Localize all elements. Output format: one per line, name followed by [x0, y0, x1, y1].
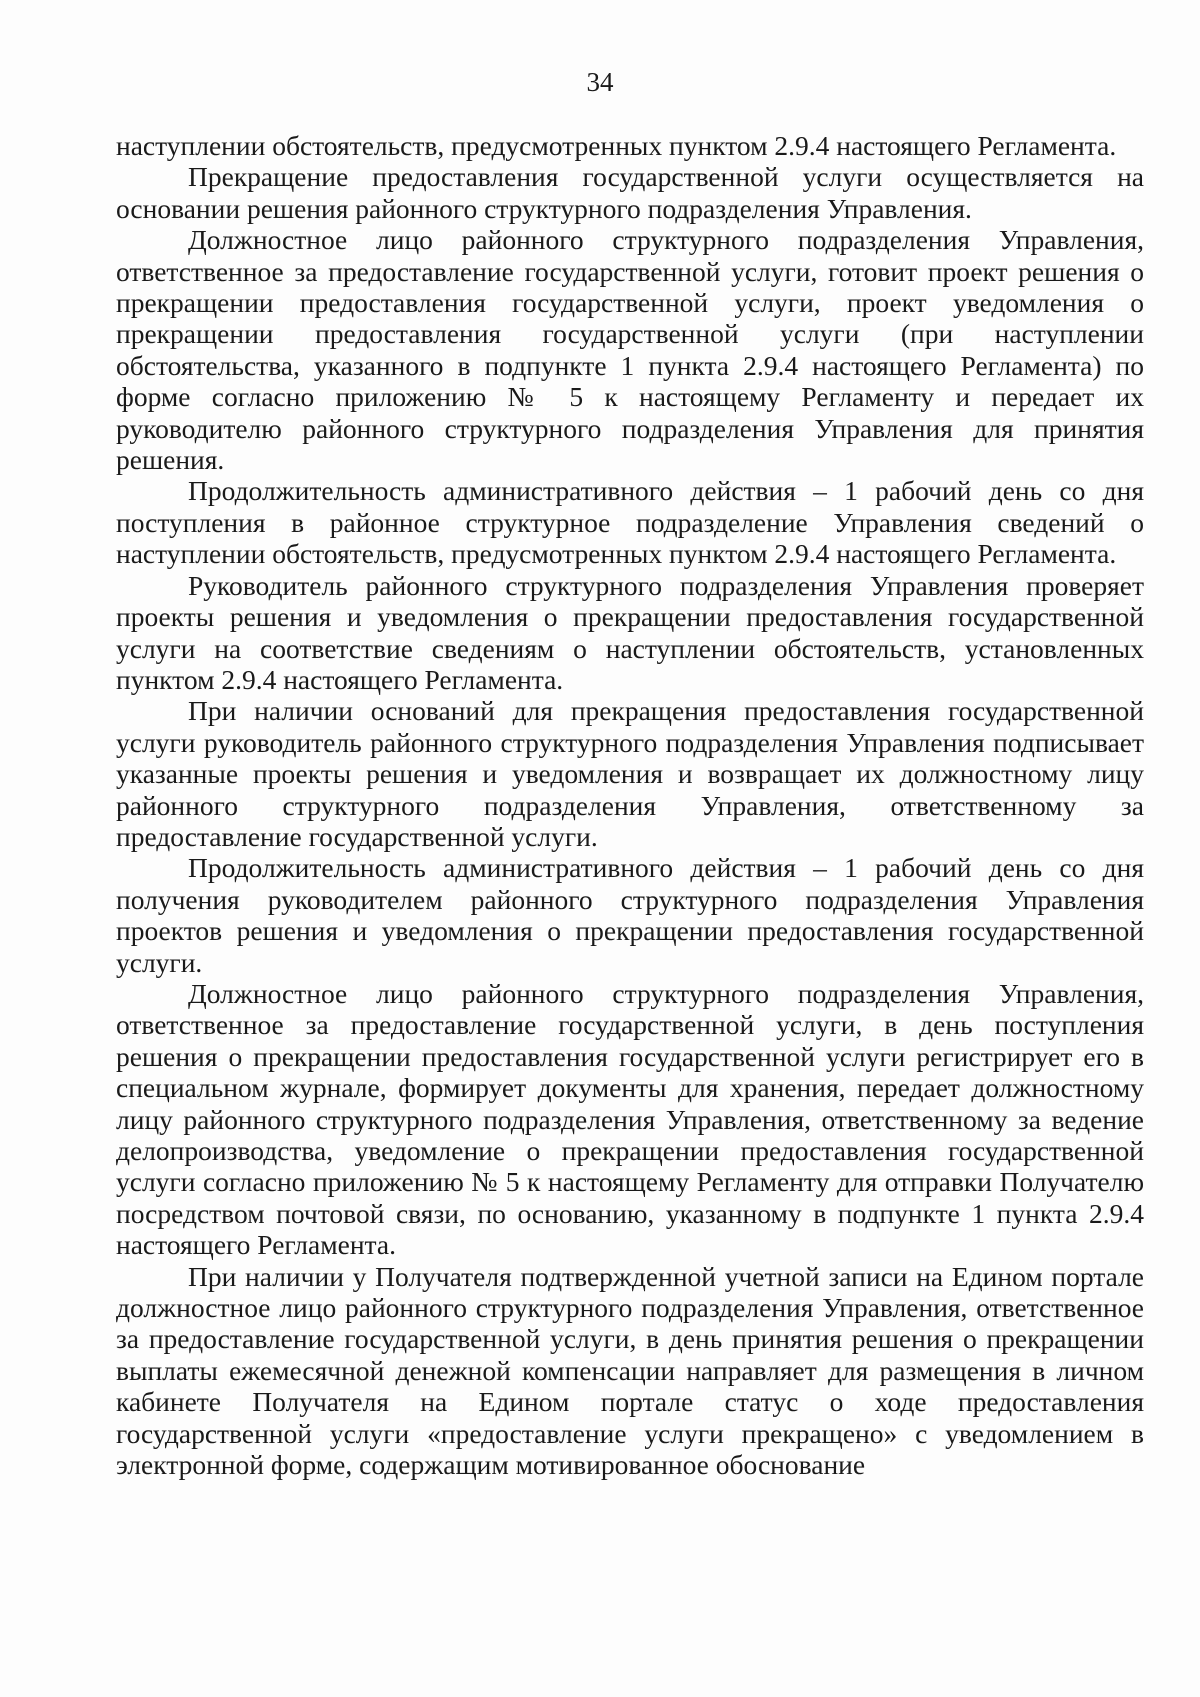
- paragraph: Прекращение предоставления государственной услуги осуществляется на основании решения районного структурного подразделения Управления.: [116, 161, 1144, 224]
- page-number: 34: [586, 67, 614, 97]
- paragraph: При наличии у Получателя подтвержденной учетной записи на Едином портале должностное лицо районного структурного подразделения Управления, ответственное за предоставление государственной услуги, в день принятия решения о прекращении выплаты ежемесячной денежной компенсации направляет для размещения в личном кабинете Получателя на Едином портале статус о ходе предоставления государственной услуги «предоставление услуги прекращено» с уведомлением в электронной форме, содержащим мотивированное обоснование: [116, 1260, 1144, 1481]
- paragraph: Продолжительность административного действия – 1 рабочий день со дня поступления в районное структурное подразделение Управления сведений о наступлении обстоятельств, предусмотренных пунктом 2.9.4 настоящего Регламента.: [116, 475, 1144, 570]
- paragraph: Должностное лицо районного структурного подразделения Управления, ответственное за предоставление государственной услуги, готовит проект решения о прекращении предоставления государственной услуги, проект уведомления о прекращении предоставления государственной услуги (при наступлении обстоятельства, указанного в подпункте 1 пункта 2.9.4 настоящего Регламента) по форме согласно приложению № 5 к настоящему Регламенту и передает их руководителю районного структурного подразделения Управления для принятия решения.: [116, 224, 1144, 476]
- paragraph: Руководитель районного структурного подразделения Управления проверяет проекты решения и уведомления о прекращении предоставления государственной услуги на соответствие сведениям о наступлении обстоятельств, установленных пунктом 2.9.4 настоящего Регламента.: [116, 569, 1144, 695]
- paragraph-continuation: наступлении обстоятельств, предусмотренных пунктом 2.9.4 настоящего Регламента.: [116, 130, 1117, 161]
- paragraph: При наличии оснований для прекращения предоставления государственной услуги руководитель районного структурного подразделения Управления подписывает указанные проекты решения и уведомления и возвращает их должностному лицу районного структурного подразделения Управления, ответственному за предоставление государственной услуги.: [116, 695, 1144, 852]
- document-body: [116, 130, 1144, 1480]
- paragraph: Должностное лицо районного структурного подразделения Управления, ответственное за предоставление государственной услуги, в день поступления решения о прекращении предоставления государственной услуги регистрирует его в специальном журнале, формирует документы для хранения, передает должностному лицу районного структурного подразделения Управления, ответственному за ведение делопроизводства, уведомление о прекращении предоставления государственной услуги согласно приложению № 5 к настоящему Регламенту для отправки Получателю посредством почтовой связи, по основанию, указанному в подпункте 1 пункта 2.9.4 настоящего Регламента.: [116, 977, 1144, 1261]
- paragraph: Продолжительность административного действия – 1 рабочий день со дня получения руководителем районного структурного подразделения Управления проектов решения и уведомления о прекращении предоставления государственной услуги.: [116, 852, 1144, 978]
